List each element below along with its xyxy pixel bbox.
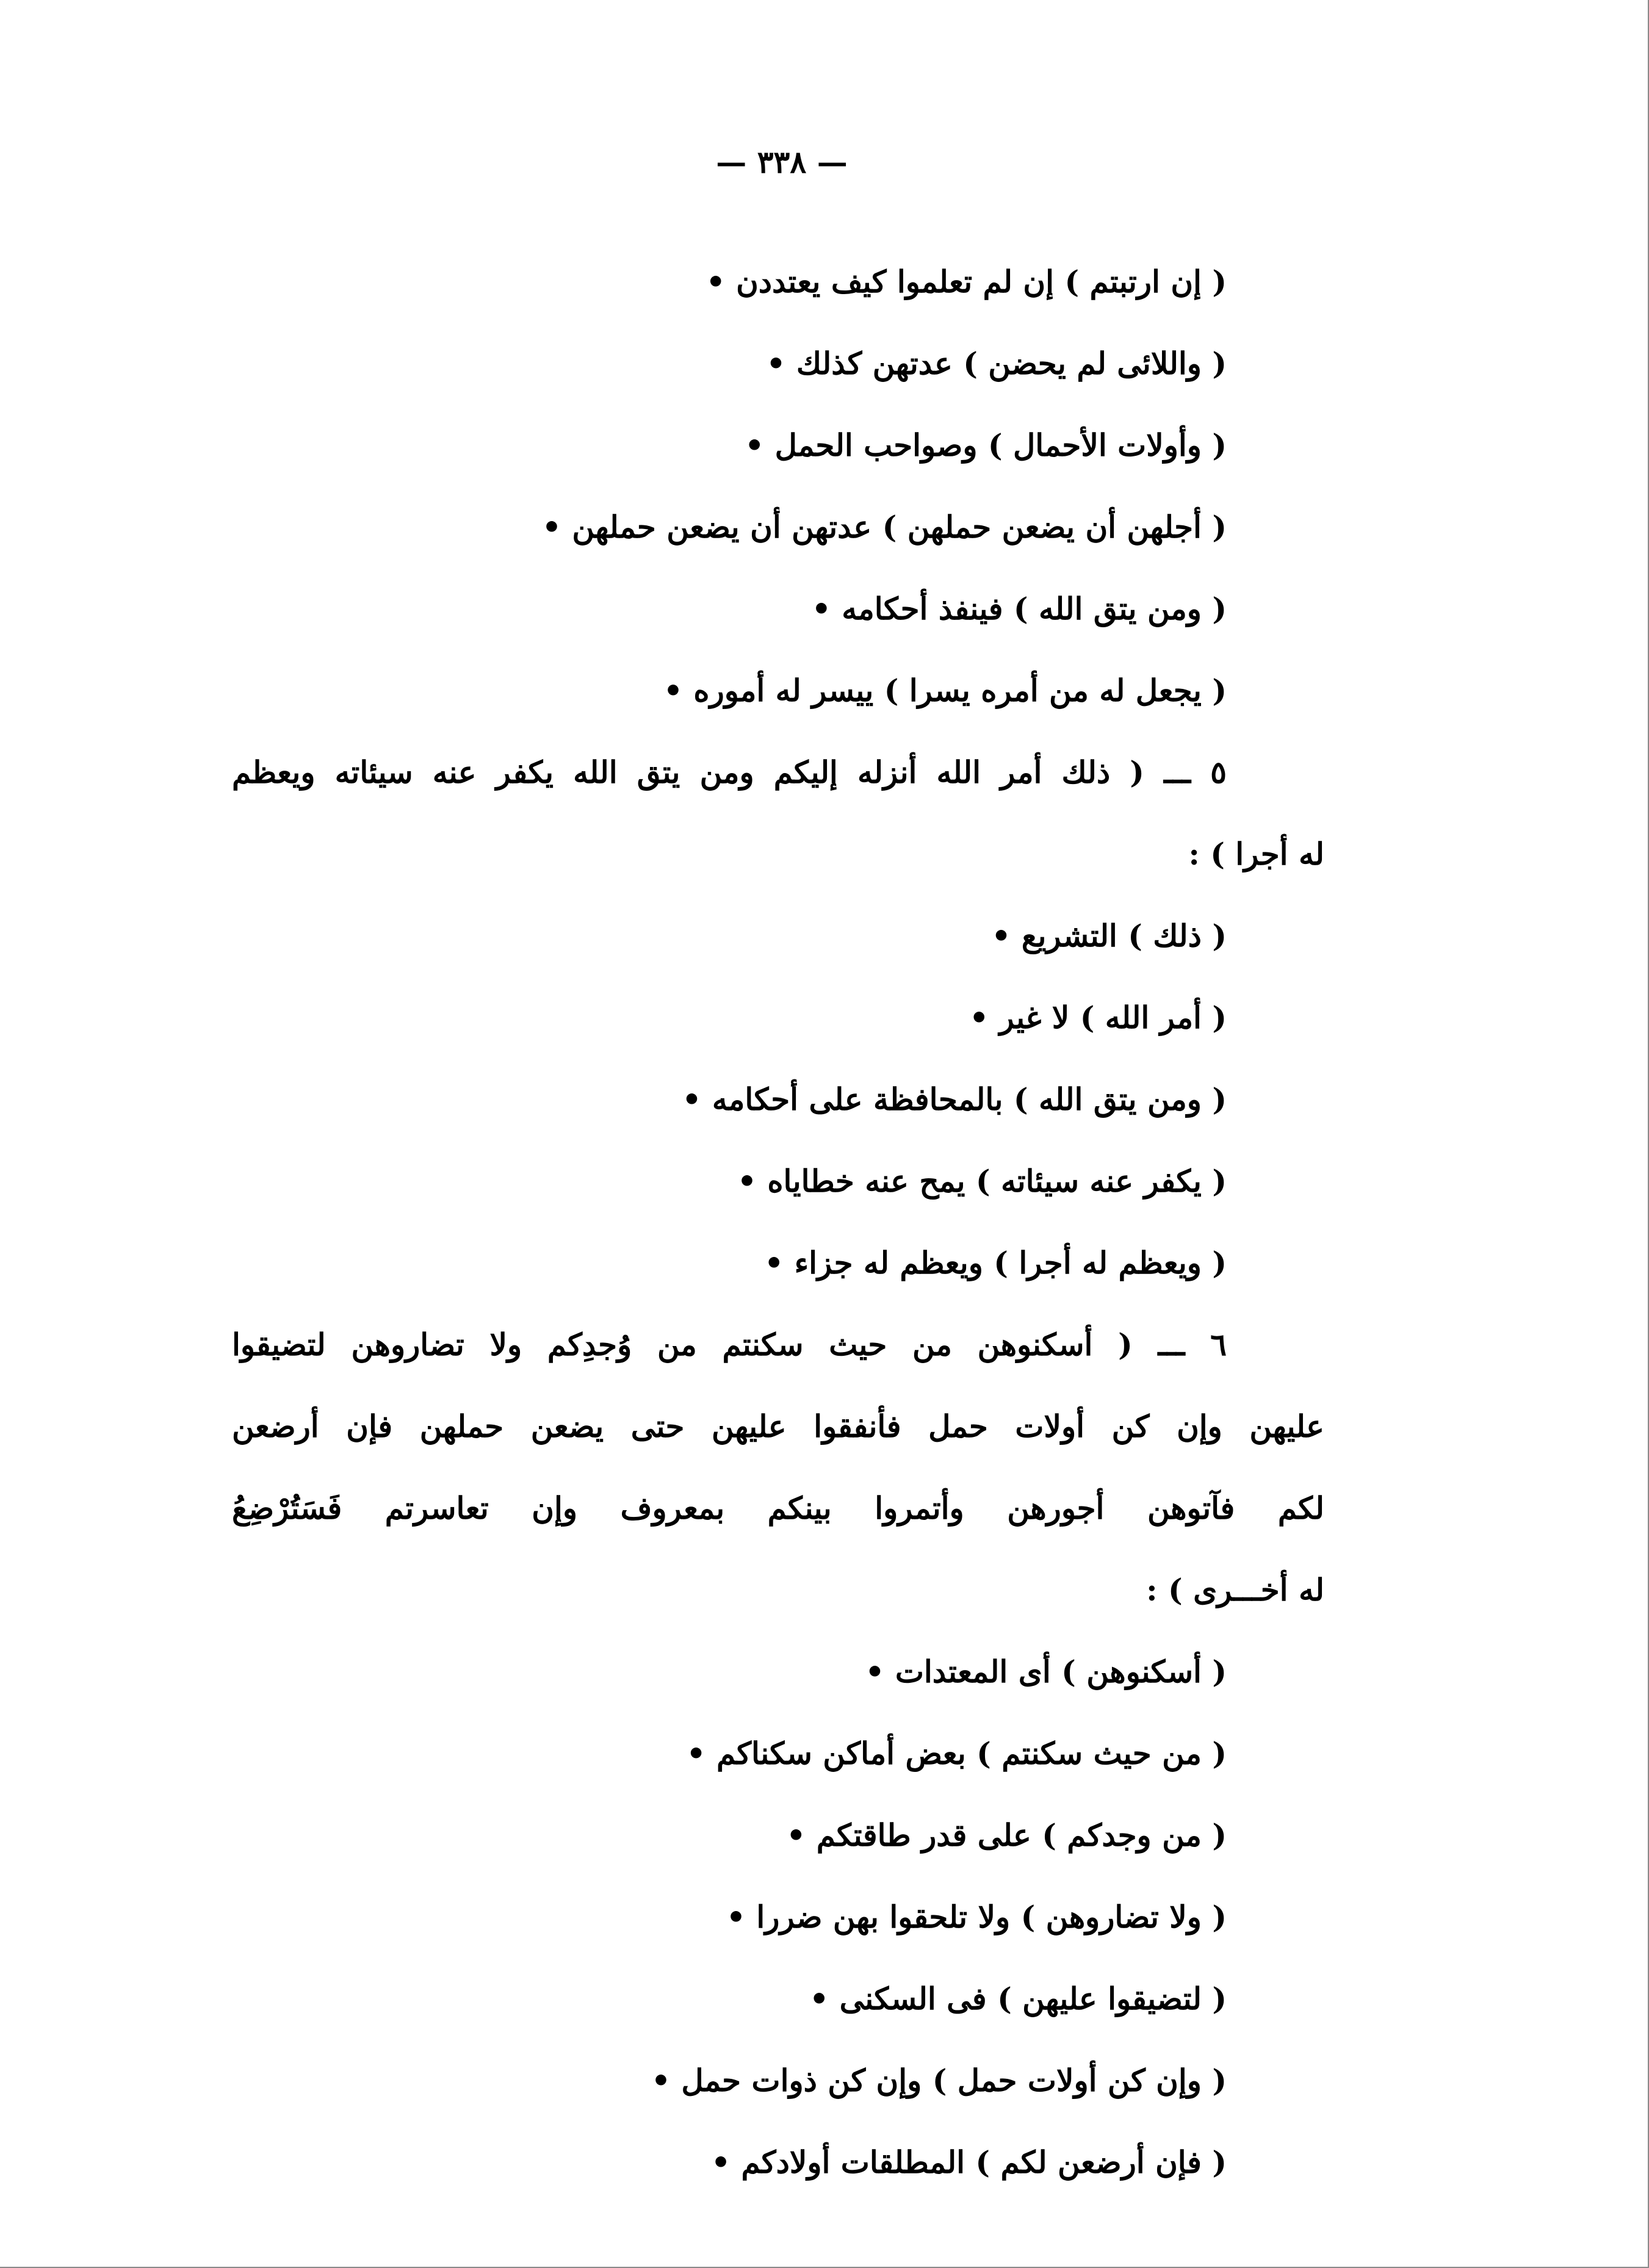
verse-line-cont: لكم فآتوهن أجورهن وأتمروا بينكم بمعروف وإن تعاسرتم فَسَتُرْضِعُ <box>232 1490 1324 1526</box>
gloss-line: ( يجعل له من أمره يسرا ) ييسر له أموره • <box>663 672 1227 708</box>
gloss-line: ( فإن أرضعن لكم ) المطلقات أولادكم • <box>711 2144 1227 2180</box>
gloss-line: ( ولا تضاروهن ) ولا تلحقوا بهن ضررا • <box>726 1899 1227 1935</box>
gloss-line: ( واللائى لم يحضن ) عدتهن كذلك • <box>766 345 1227 381</box>
verse-line-end: له أخـــرى ) : <box>1146 1572 1324 1608</box>
gloss-line: ( وأولات الأحمال ) وصواحب الحمل • <box>745 427 1227 463</box>
gloss-line: ( ومن يتق الله ) بالمحافظة على أحكامه • <box>682 1081 1227 1117</box>
gloss-line: ( إن ارتبتم ) إن لم تعلموا كيف يعتددن • <box>705 264 1227 300</box>
gloss-line: ( يكفر عنه سيئاته ) يمح عنه خطاياه • <box>737 1163 1227 1199</box>
gloss-line: ( ويعظم له أجرا ) ويعظم له جزاء • <box>764 1245 1227 1281</box>
page-body <box>232 241 1324 2203</box>
gloss-line: ( من حيث سكنتم ) بعض أماكن سكناكم • <box>686 1735 1227 1771</box>
gloss-line: ( أجلهن أن يضعن حملهن ) عدتهن أن يضعن حملهن • <box>542 509 1227 545</box>
gloss-line: ( وإن كن أولات حمل ) وإن كن ذوات حمل • <box>651 2062 1227 2098</box>
verse-line: ٦ ـــ ( أسكنوهن من حيث سكنتم من وُجدِكم ولا تضاروهن لتضيقوا <box>232 1327 1227 1363</box>
verse-line-cont: عليهن وإن كن أولات حمل فأنفقوا عليهن حتى يضعن حملهن فإن أرضعن <box>232 1408 1324 1444</box>
gloss-line: ( من وجدكم ) على قدر طاقتكم • <box>786 1817 1227 1853</box>
verse-line-end: له أجرا ) : <box>1188 836 1324 872</box>
verse-line: ٥ ـــ ( ذلك أمر الله أنزله إليكم ومن يتق الله يكفر عنه سيئاته ويعظم <box>232 754 1227 790</box>
gloss-line: ( لتضيقوا عليهن ) فى السكنى • <box>809 1981 1227 2017</box>
gloss-line: ( ومن يتق الله ) فينفذ أحكامه • <box>811 591 1227 627</box>
gloss-line: ( أسكنوهن ) أى المعتدات • <box>865 1654 1227 1690</box>
gloss-line: ( أمر الله ) لا غير • <box>969 999 1227 1035</box>
page-number: — ٣٣٨ — <box>716 144 848 180</box>
gloss-line: ( ذلك ) التشريع • <box>991 918 1227 954</box>
